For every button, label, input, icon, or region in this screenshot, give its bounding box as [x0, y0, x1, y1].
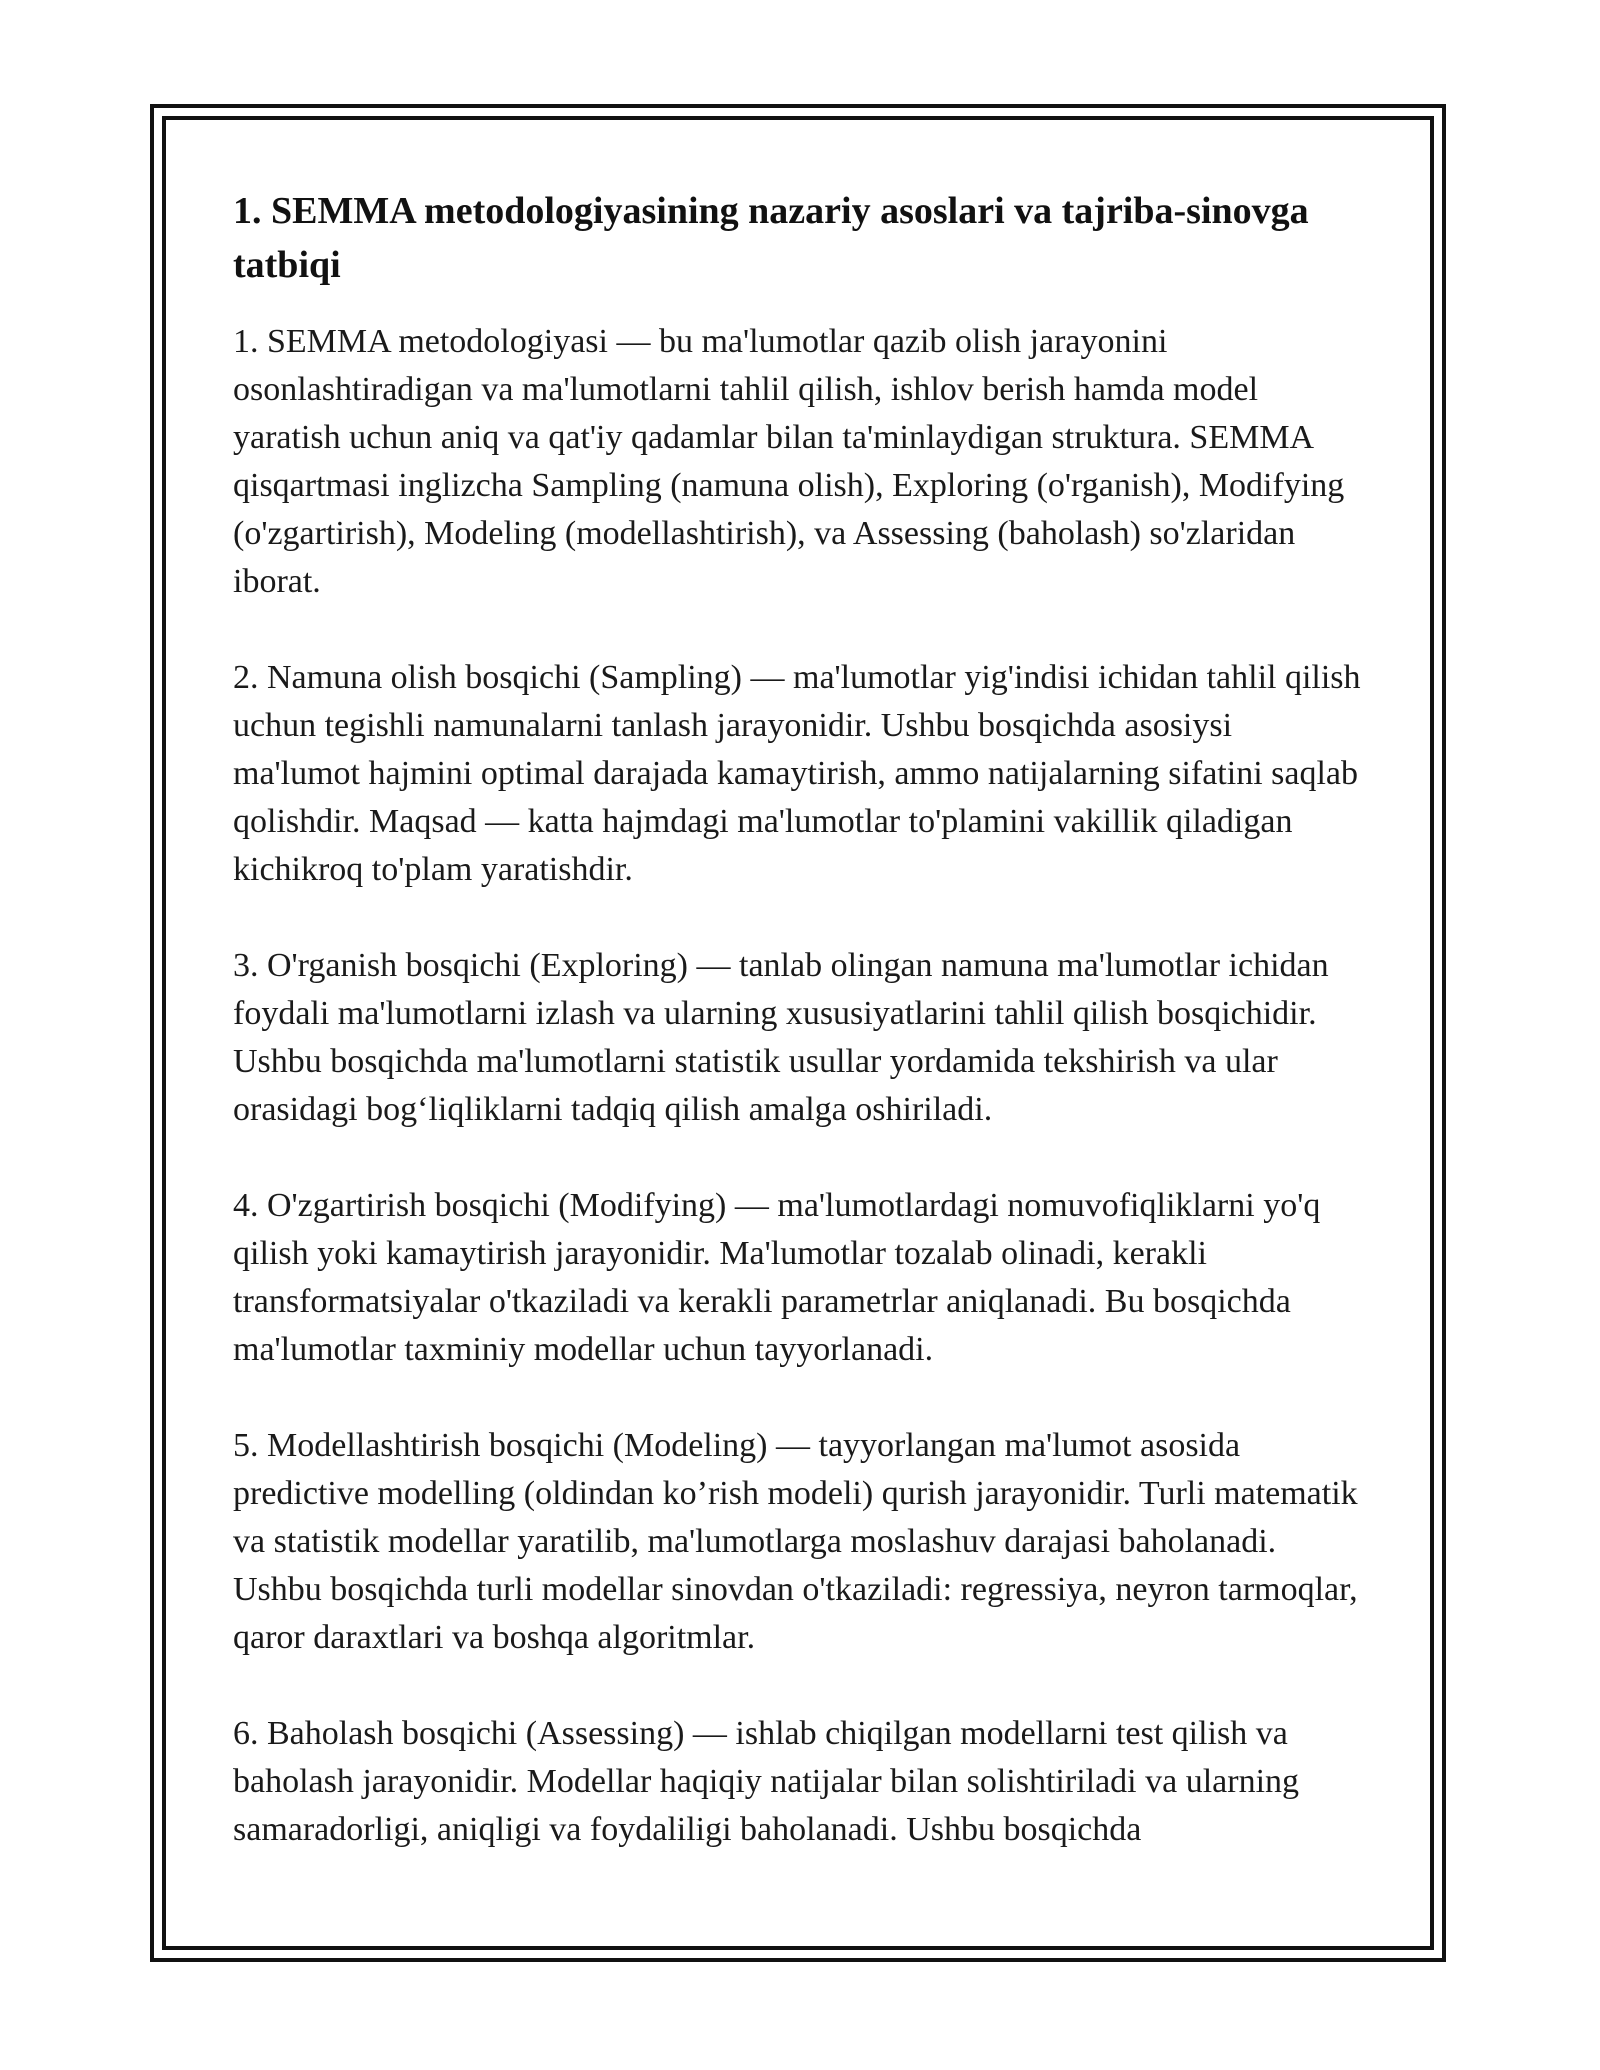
paragraph-assessing: 6. Baholash bosqichi (Assessing) — ishlab chiqilgan modellarni test qilish va baholash jarayonidir. Modellar haqiqiy natijalar bilan solishtiriladi va ularning samaradorligi, aniqligi va foydaliligi baholanadi. Ushbu bosqichda: [233, 1715, 1300, 1848]
page-title: 1. SEMMA metodologiyasining nazariy asoslari va tajriba-sinovga tatbiqi: [233, 190, 1309, 286]
paragraph-exploring: 3. O'rganish bosqichi (Exploring) — tanlab olingan namuna ma'lumotlar ichidan foydali ma'lumotlarni izlash va ularning xususiyatlarini tahlil qilish bosqichidir. Ushbu bosqichda ma'lumotlarni statistik usullar yordamida tekshirish va ular orasidagi bog‘liqliklarni tadqiq qilish amalga oshiriladi.: [233, 947, 1329, 1128]
paragraph-modifying: 4. O'zgartirish bosqichi (Modifying) — ma'lumotlardagi nomuvofiqliklarni yo'q qilish yoki kamaytirish jarayonidir. Ma'lumotlar tozalab olinadi, kerakli transformatsiyalar o'tkaziladi va kerakli parametrlar aniqlanadi. Bu bosqichda ma'lumotlar taxminiy modellar uchun tayyorlanadi.: [233, 1187, 1321, 1368]
paragraph-semma-definition: 1. SEMMA metodologiyasi — bu ma'lumotlar qazib olish jarayonini osonlashtiradigan va ma'lumotlarni tahlil qilish, ishlov berish hamda model yaratish uchun aniq va qat'iy qadamlar bilan ta'minlaydigan struktura. SEMMA qisqartmasi inglizcha Sampling (namuna olish), Exploring (o'rganish), Modifying (o'zgartirish), Modeling (modellashtirish), va Assessing (baholash) so'zlaridan iborat.: [233, 323, 1345, 600]
paragraph-modeling: 5. Modellashtirish bosqichi (Modeling) — tayyorlangan ma'lumot asosida predictive modelling (oldindan ko’rish modeli) qurish jarayonidir. Turli matematik va statistik modellar yaratilib, ma'lumotlarga moslashuv darajasi baholanadi. Ushbu bosqichda turli modellar sinovdan o'tkaziladi: regressiya, neyron tarmoqlar, qaror daraxtlari va boshqa algoritmlar.: [233, 1427, 1358, 1656]
paragraph-sampling: 2. Namuna olish bosqichi (Sampling) — ma'lumotlar yig'indisi ichidan tahlil qilish uchun tegishli namunalarni tanlash jarayonidir. Ushbu bosqichda asosiysi ma'lumot hajmini optimal darajada kamaytirish, ammo natijalarning sifatini saqlab qolishdir. Maqsad — katta hajmdagi ma'lumotlar to'plamini vakillik qiladigan kichikroq to'plam yaratishdir.: [233, 659, 1361, 888]
document-body: [233, 184, 1363, 1854]
